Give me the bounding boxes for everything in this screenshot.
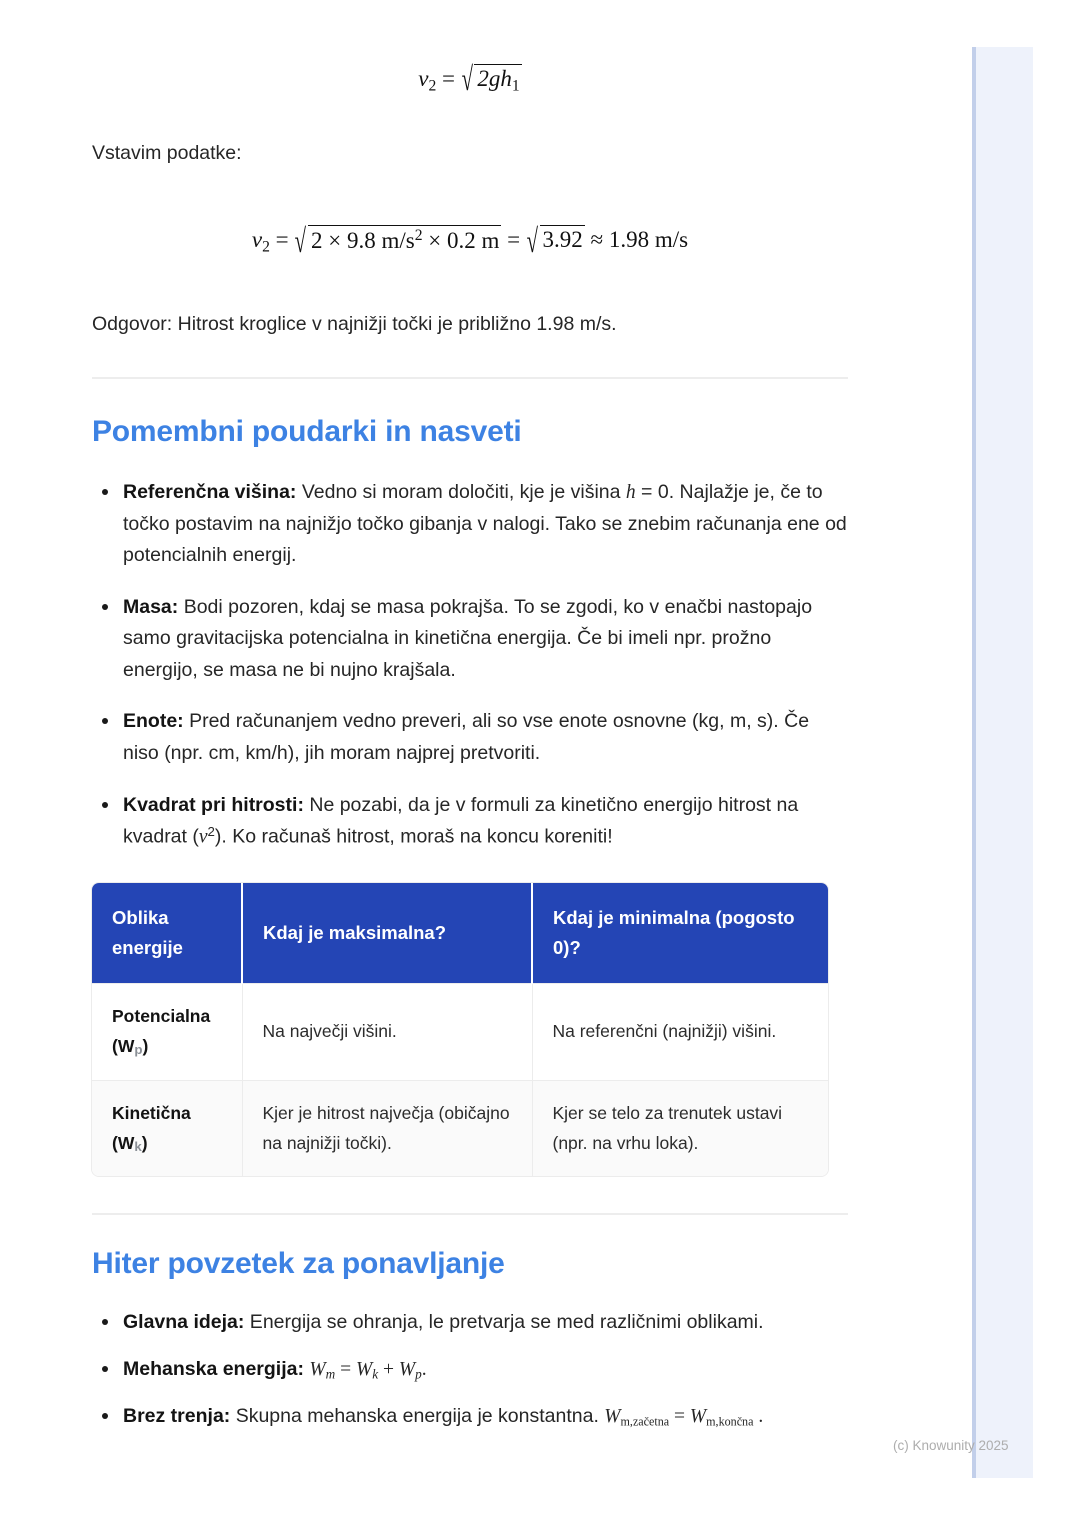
intro-paragraph: Vstavim podatke: [92,142,242,165]
formula2-w1: W [604,1405,621,1427]
bullet-text-a: Bodi pozoren, kdaj se masa pokrajša. To se zgodi, ko v enačbi nastopajo samo gravitacijska potencialna in kinetična energija. Če bi imeli npr. prožno energijo, se masa ne bi nujno krajšala. [123,595,813,681]
eq2-radicand-c: 3.92 [542,227,583,253]
bullet-text-b: . Najlažje je, če to točko postavim na najnižjo točko gibanja v nalogi. Tako se znebim računanja ene od potencialnih energij. [123,481,847,567]
formula-s2: k [372,1366,379,1382]
energy-forms-table [92,883,828,1176]
table-header-kdaj-minimalna: Kdaj je minimalna (pogosto 0)? [532,883,828,983]
energy-symbol-close: ) [141,1132,148,1153]
bullet-math-rest: = 0 [635,481,669,503]
formula2-period: . [758,1405,764,1427]
list-item-referencna-visina [92,477,848,572]
formula-op2: + [383,1358,394,1380]
formula2-s2: m,končna [706,1413,754,1428]
eq1-equals: = [442,66,456,91]
page-title-summary: Hiter povzetek za ponavljanje [92,1247,505,1281]
energy-symbol-subscript: k [134,1138,142,1154]
formula-period: . [421,1358,427,1380]
list-item-mehanska-energija [92,1354,848,1386]
eq2-sqrt-2 [526,222,585,260]
bullet-label: Mehanska energija: [123,1357,304,1380]
bullet-label: Referenčna višina: [123,481,297,503]
eq2-sqrt-1 [294,222,501,260]
energy-name: Potencialna [112,1006,211,1027]
eq2-radicand-b: × 0.2 m [428,227,500,253]
page-title-tips: Pomembni poudarki in nasveti [92,415,522,448]
table-cell-max: Kjer je hitrost največja (običajno na najnižji točki). [242,1080,532,1176]
eq2-equals-1: = [275,227,289,253]
eq2-lhs-sub: 2 [262,238,270,256]
bullet-text-a: Skupna mehanska energija je konstantna. [230,1404,605,1427]
formula-mehanska-energija [309,1359,426,1380]
list-item-glavna-ideja [92,1307,848,1339]
table-row [92,984,828,1081]
bullet-math-var: v [198,826,208,848]
table-body [92,984,828,1177]
list-item-enote [92,706,848,769]
energy-symbol-open: (W [112,1132,135,1153]
right-side-panel [972,47,1033,1478]
bullet-math-exponent: 2 [207,824,215,840]
equation-substituted-values [92,169,848,260]
formula-w2: W [355,1358,373,1380]
energy-symbol-open: (W [112,1036,135,1057]
table-cell-max: Na največji višini. [242,984,532,1081]
bullet-label: Kvadrat pri hitrosti: [123,793,304,816]
eq1-lhs-sub: 2 [428,77,437,95]
formula2-w2: W [689,1405,707,1427]
table-cell-energy-name [92,984,242,1081]
eq1-radicand-sub: 1 [511,77,520,95]
energy-symbol-subscript: p [134,1042,143,1058]
formula2-s1: m,začetna [620,1413,670,1428]
table-cell-energy-name [92,1080,242,1176]
formula-op1: = [340,1358,352,1380]
table-header-row [92,883,828,983]
formula2-op: = [674,1405,686,1427]
table-header-kdaj-maksimalna: Kdaj je maksimalna? [242,883,532,983]
eq2-result: 1.98 m/s [608,227,689,253]
list-item-kvadrat-pri-hitrosti [92,790,848,854]
energy-symbol-close: ) [142,1036,149,1057]
list-item-brez-trenja [92,1401,848,1433]
radical-icon: √ [526,222,538,260]
equation-v2-formula [92,0,848,98]
radical-icon: √ [295,222,307,260]
eq2-approx-sign: ≈ [590,227,604,253]
bullet-math-var: h [625,482,636,503]
energy-name: Kinetična [112,1102,191,1123]
table-header-oblika-energije: Oblika energije [92,883,242,983]
eq2-radicand-a: 2 × 9.8 m/s [311,227,415,253]
tips-bullet-list [92,477,848,853]
bullet-label: Masa: [123,595,179,618]
eq2-equals-2: = [507,227,521,253]
formula-w1: W [309,1358,326,1380]
copyright-watermark: (c) Knowunity 2025 [893,1438,1009,1453]
bullet-text-b: ). Ko računaš hitrost, moraš na koncu koreniti! [214,825,613,848]
table-row [92,1080,828,1176]
formula-s1: m [325,1366,336,1382]
eq1-radicand: 2gh [477,66,512,91]
bullet-label: Brez trenja: [123,1404,231,1427]
list-item-masa [92,592,848,687]
formula-s3: p [415,1366,422,1382]
bullet-label: Enote: [123,710,184,733]
bullet-text-a: Ne pozabi, da je v formuli za kinetično energijo hitrost na kvadrat ( [123,793,799,848]
bullet-label: Glavna ideja: [123,1311,245,1334]
eq2-lhs-var: v [251,227,263,253]
table-cell-min: Kjer se telo za trenutek ustavi (npr. na vrhu loka). [532,1080,828,1176]
radical-icon: √ [461,61,473,98]
bullet-text-a: Energija se ohranja, le pretvarja se med različnimi oblikami. [244,1311,764,1334]
eq2-radicand-a-exp: 2 [414,226,423,244]
formula-brez-trenja [604,1406,763,1427]
table-head [92,883,828,983]
formula-w3: W [398,1358,416,1380]
summary-bullet-list [92,1307,848,1432]
eq1-sqrt [461,61,522,98]
bullet-text-a: Pred računanjem vedno preveri, ali so vse enote osnovne (kg, m, s). Če niso (npr. cm, km/h), jih moram najprej pretvoriti. [123,710,810,765]
eq1-lhs-var: v [418,66,429,91]
bullet-text-a: Vedno si moram določiti, kje je višina [296,481,626,503]
answer-paragraph: Odgovor: Hitrost kroglice v najnižji točki je približno 1.98 m/s. [92,312,617,335]
table-cell-min: Na referenčni (najnižji) višini. [532,984,828,1081]
